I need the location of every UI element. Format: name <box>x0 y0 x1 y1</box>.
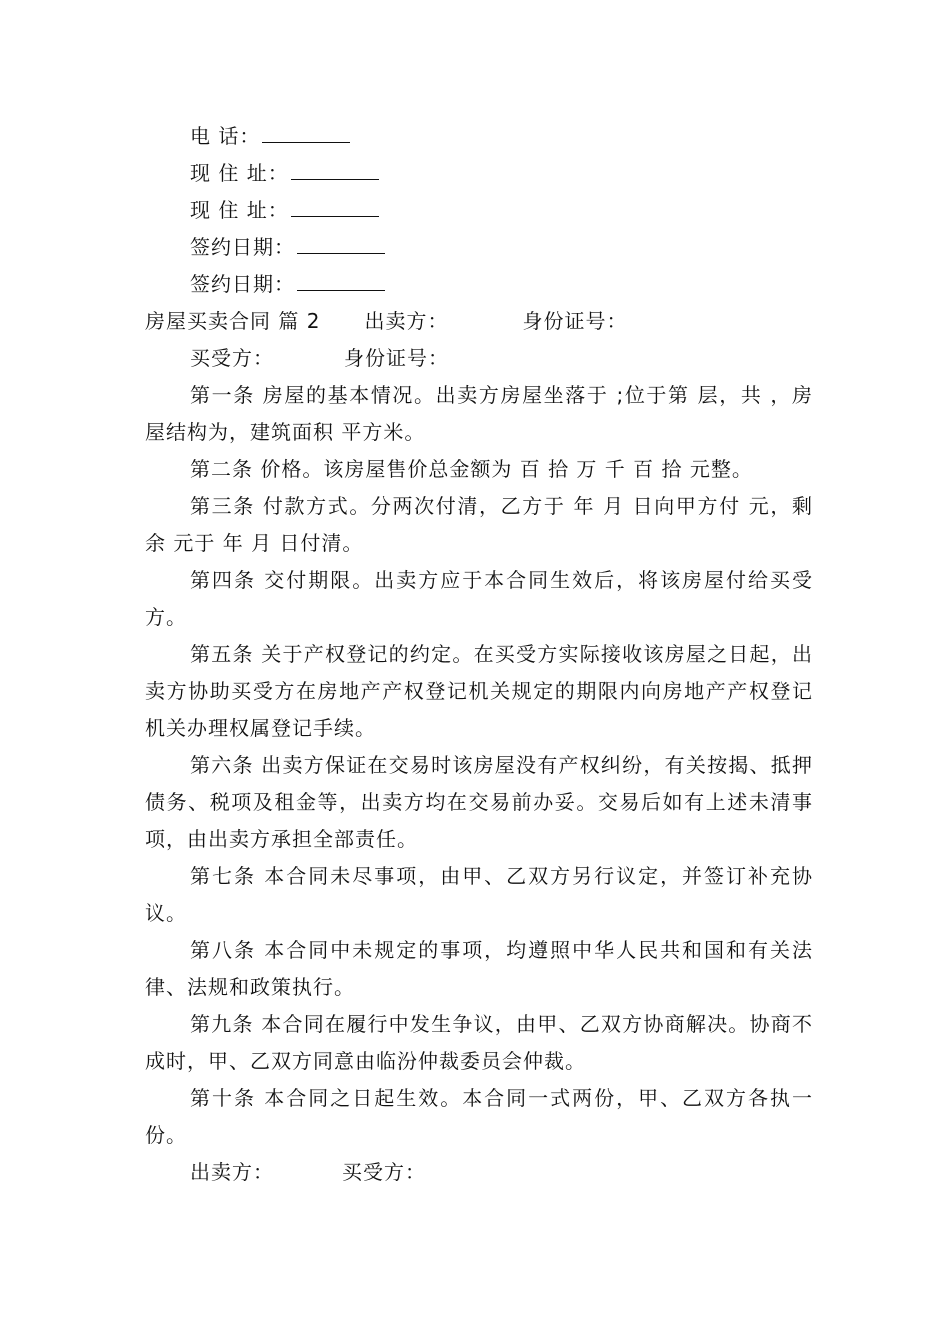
clause: 第四条 交付期限。出卖方应于本合同生效后，将该房屋付给买受方。 <box>145 568 813 629</box>
contract-title: 房屋买卖合同 篇 2 <box>145 309 321 333</box>
clause: 第十条 本合同之日起生效。本合同一式两份，甲、乙双方各执一份。 <box>145 1086 813 1147</box>
sign-date-blank <box>297 236 385 254</box>
address-field <box>145 155 813 192</box>
clause: 第一条 房屋的基本情况。出卖方房屋坐落于 ;位于第 层，共 ，房屋结构为，建筑面积 平方米。 <box>145 383 813 444</box>
address-blank <box>291 199 379 217</box>
clause: 第九条 本合同在履行中发生争议，由甲、乙双方协商解决。协商不成时，甲、乙双方同意由临汾仲裁委员会仲裁。 <box>145 1012 813 1073</box>
footer-buyer-label: 买受方： <box>342 1160 426 1184</box>
sign-date-field <box>145 266 813 303</box>
phone-field <box>145 118 813 155</box>
clause: 第八条 本合同中未规定的事项，均遵照中华人民共和国和有关法律、法规和政策执行。 <box>145 938 813 999</box>
phone-label: 电 话： <box>190 124 261 148</box>
address-label: 现 住 址： <box>190 161 289 185</box>
sign-date-label: 签约日期： <box>190 235 295 259</box>
footer-signatures <box>145 1154 813 1191</box>
seller-id-label: 身份证号： <box>522 309 628 333</box>
buyer-header <box>145 340 813 377</box>
buyer-id-label: 身份证号： <box>344 346 449 370</box>
clause: 第二条 价格。该房屋售价总金额为 百 拾 万 千 百 拾 元整。 <box>190 457 753 481</box>
buyer-label: 买受方： <box>190 346 274 370</box>
sign-date-label: 签约日期： <box>190 272 295 296</box>
address-field <box>145 192 813 229</box>
phone-blank <box>262 125 350 143</box>
clause: 第三条 付款方式。分两次付清，乙方于 年 月 日向甲方付 元，剩余 元于 年 月 日付清。 <box>145 494 813 555</box>
sign-date-blank <box>297 273 385 291</box>
document-body <box>145 118 813 1191</box>
contract-header <box>145 303 813 340</box>
clause: 第七条 本合同未尽事项，由甲、乙双方另行议定，并签订补充协议。 <box>145 864 813 925</box>
seller-label: 出卖方： <box>364 309 449 333</box>
footer-seller-label: 出卖方： <box>190 1160 274 1184</box>
sign-date-field <box>145 229 813 266</box>
clause: 第五条 关于产权登记的约定。在买受方实际接收该房屋之日起，出卖方协助买受方在房地产产权登记机关规定的期限内向房地产产权登记机关办理权属登记手续。 <box>145 642 813 740</box>
address-blank <box>291 162 379 180</box>
clause: 第六条 出卖方保证在交易时该房屋没有产权纠纷，有关按揭、抵押债务、税项及租金等，出卖方均在交易前办妥。交易后如有上述未清事项，由出卖方承担全部责任。 <box>145 753 813 851</box>
address-label: 现 住 址： <box>190 198 289 222</box>
